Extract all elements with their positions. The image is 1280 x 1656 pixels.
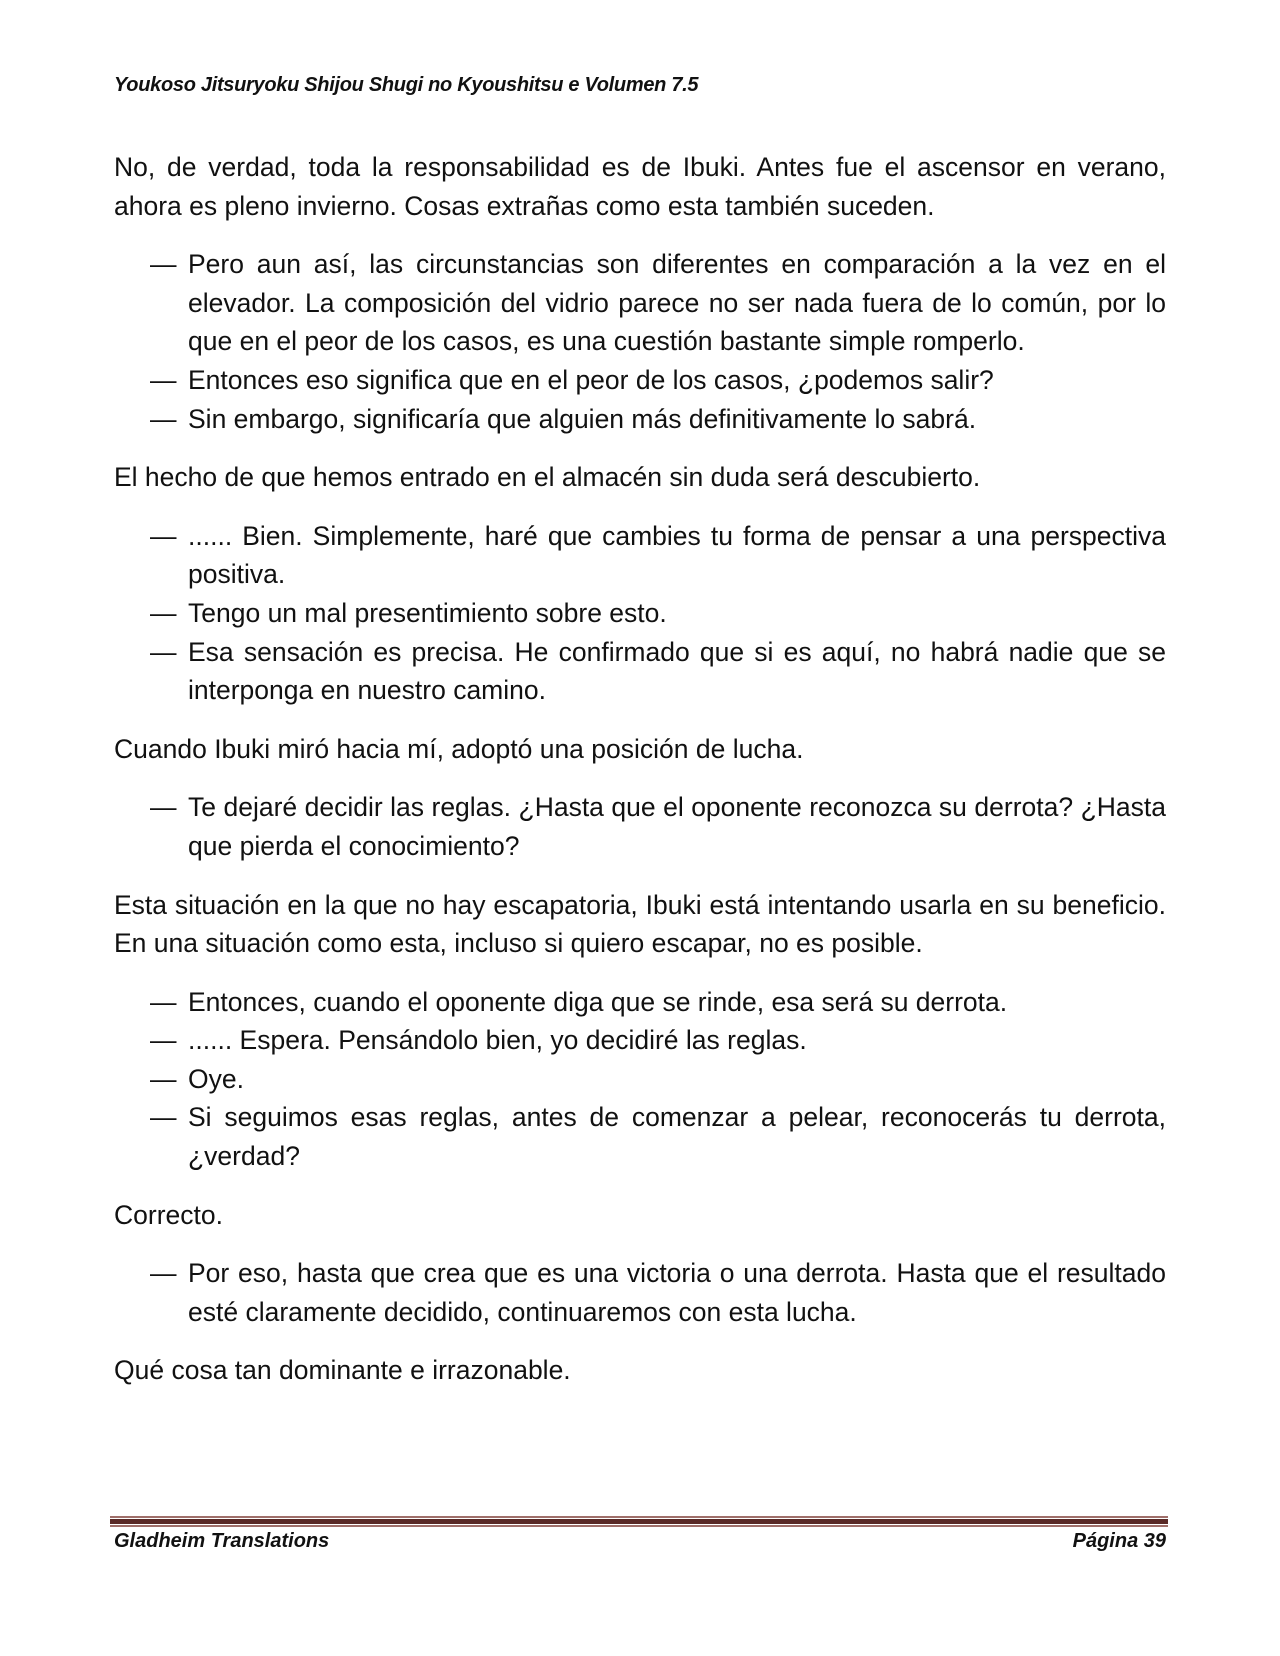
dialogue-text: Entonces, cuando el oponente diga que se rinde, esa será su derrota. — [188, 986, 1008, 1017]
dialogue-text: ...... Bien. Simplemente, haré que cambies tu forma de pensar a una perspectiva positiva. — [188, 520, 1166, 590]
dialogue-dash: — — [150, 1063, 177, 1094]
dialogue-line — [114, 1254, 1166, 1331]
dialogue-dash: — — [150, 1258, 177, 1289]
dialogue-dash: — — [150, 792, 177, 823]
dialogue-dash: — — [150, 597, 177, 628]
narration-paragraph: Qué cosa tan dominante e irrazonable. — [114, 1355, 571, 1386]
footer-publisher: Gladheim Translations — [114, 1530, 330, 1552]
dialogue-line — [114, 1098, 1166, 1175]
dialogue-dash: — — [150, 249, 177, 280]
dialogue-group — [114, 245, 1166, 438]
dialogue-dash: — — [150, 1102, 177, 1133]
dialogue-line — [114, 400, 1166, 439]
narration-paragraph: Esta situación en la que no hay escapatoria, Ibuki está intentando usarla en su beneficio. En una situación como esta, incluso si quiero escapar, no es posible. — [114, 889, 1166, 959]
dialogue-line — [114, 1021, 1166, 1060]
dialogue-text: Tengo un mal presentimiento sobre esto. — [188, 597, 667, 628]
dialogue-text: Esa sensación es precisa. He confirmado que si es aquí, no habrá nadie que se interponga en nuestro camino. — [188, 636, 1166, 706]
dialogue-dash: — — [150, 986, 177, 1017]
dialogue-text: ...... Espera. Pensándolo bien, yo decidiré las reglas. — [188, 1025, 807, 1056]
dialogue-text: Sin embargo, significaría que alguien más definitivamente lo sabrá. — [188, 403, 977, 434]
dialogue-text: Te dejaré decidir las reglas. ¿Hasta que el oponente reconozca su derrota? ¿Hasta que pierda el conocimiento? — [188, 792, 1166, 861]
dialogue-text: Si seguimos esas reglas, antes de comenzar a pelear, reconocerás tu derrota, ¿verdad? — [188, 1102, 1166, 1172]
dialogue-line — [114, 517, 1166, 594]
dialogue-dash: — — [150, 636, 177, 667]
dialogue-line — [114, 1060, 1166, 1099]
dialogue-line — [114, 983, 1166, 1022]
narration-paragraph: No, de verdad, toda la responsabilidad es de Ibuki. Antes fue el ascensor en verano, ahora es pleno invierno. Cosas extrañas como esta también suceden. — [114, 152, 1166, 221]
dialogue-group — [114, 788, 1166, 865]
dialogue-line — [114, 361, 1166, 400]
dialogue-dash: — — [150, 403, 177, 434]
dialogue-dash: — — [150, 364, 177, 395]
dialogue-line — [114, 594, 1166, 633]
running-header: Youkoso Jitsuryoku Shijou Shugi no Kyoushitsu e Volumen 7.5 — [114, 74, 699, 96]
dialogue-group — [114, 517, 1166, 710]
dialogue-line — [114, 633, 1166, 710]
narration-paragraph: El hecho de que hemos entrado en el almacén sin duda será descubierto. — [114, 462, 981, 493]
narration-paragraph: Correcto. — [114, 1199, 223, 1230]
dialogue-dash: — — [150, 520, 177, 551]
page-number: Página 39 — [1072, 1530, 1166, 1552]
dialogue-text: Entonces eso significa que en el peor de los casos, ¿podemos salir? — [188, 364, 994, 395]
page-footer — [114, 1530, 1166, 1553]
dialogue-dash: — — [150, 1025, 177, 1056]
dialogue-text: Por eso, hasta que crea que es una victoria o una derrota. Hasta que el resultado esté claramente decidido, continuaremos con esta lucha. — [188, 1258, 1166, 1327]
dialogue-group — [114, 983, 1166, 1176]
dialogue-line — [114, 245, 1166, 361]
page-body — [114, 148, 1166, 1410]
dialogue-line — [114, 788, 1166, 865]
footer-rule — [110, 1516, 1168, 1527]
dialogue-text: Pero aun así, las circunstancias son diferentes en comparación a la vez en el elevador. La composición del vidrio parece no ser nada fuera de lo común, por lo que en el peor de los casos, es una cuestión bastante simple romperlo. — [188, 249, 1166, 357]
narration-paragraph: Cuando Ibuki miró hacia mí, adoptó una posición de lucha. — [114, 733, 804, 764]
dialogue-group — [114, 1254, 1166, 1331]
dialogue-text: Oye. — [188, 1063, 244, 1094]
